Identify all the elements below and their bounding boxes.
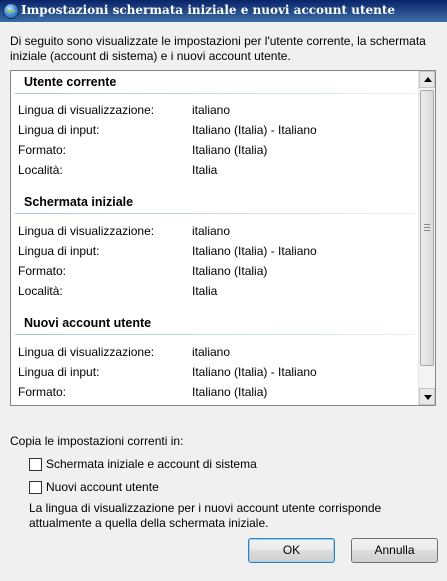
row-label: Lingua di input: — [18, 365, 100, 379]
row-value: Italia — [192, 163, 218, 177]
row-value: italiano — [192, 345, 231, 359]
section-title-new-user-accounts: Nuovi account utente — [24, 316, 152, 330]
row-label: Formato: — [18, 385, 67, 399]
section-title-welcome-screen: Schermata iniziale — [24, 195, 134, 209]
row-label: Località: — [18, 163, 63, 177]
info-note: La lingua di visualizzazione per i nuovi account utente corrisponde attualmente a quella della schermata iniziale. — [29, 501, 382, 530]
row-label: Formato: — [18, 264, 67, 278]
cancel-button[interactable]: Annulla — [351, 538, 438, 563]
checkbox-welcome-screen[interactable] — [29, 458, 42, 471]
row-value: italiano — [192, 103, 231, 117]
row-label: Formato: — [18, 143, 67, 157]
row-label: Località: — [18, 284, 63, 298]
arrow-down-icon — [424, 395, 432, 400]
grip-line — [424, 227, 430, 228]
settings-list[interactable] — [10, 70, 436, 406]
intro-text: Di seguito sono visualizzate le impostazioni per l'utente corrente, la schermata iniziale (account di sistema) e i nuovi account utente. — [10, 34, 426, 63]
copy-settings-label: Copia le impostazioni correnti in: — [10, 434, 184, 448]
section-divider — [15, 334, 415, 335]
section-divider — [15, 93, 415, 94]
checkbox-welcome-screen-label[interactable]: Schermata iniziale e account di sistema — [46, 457, 257, 471]
row-value: italiano — [192, 224, 231, 238]
row-value: Italia — [192, 284, 218, 298]
row-value: Italiano (Italia) - Italiano — [192, 244, 317, 258]
globe-icon — [3, 3, 19, 19]
section-title-current-user: Utente corrente — [24, 75, 117, 89]
vertical-scrollbar[interactable] — [418, 71, 435, 405]
row-value: Italiano (Italia) - Italiano — [192, 123, 317, 137]
row-label: Lingua di input: — [18, 244, 100, 258]
ok-button[interactable]: OK — [248, 538, 335, 563]
scroll-down-button[interactable] — [419, 388, 435, 405]
row-label: Lingua di visualizzazione: — [18, 103, 155, 117]
row-value: Italiano (Italia) — [192, 385, 268, 399]
row-value: Italiano (Italia) - Italiano — [192, 365, 317, 379]
grip-line — [424, 230, 430, 231]
scroll-up-button[interactable] — [419, 71, 435, 88]
section-divider — [15, 213, 415, 214]
checkbox-new-users[interactable] — [29, 481, 42, 494]
arrow-up-icon — [424, 77, 432, 82]
row-value: Italiano (Italia) — [192, 264, 268, 278]
scrollbar-thumb[interactable] — [420, 90, 434, 366]
row-value: Italiano (Italia) — [192, 143, 268, 157]
window-title: Impostazioni schermata iniziale e nuovi account utente — [21, 3, 396, 17]
grip-line — [424, 224, 430, 225]
row-label: Lingua di visualizzazione: — [18, 345, 155, 359]
checkbox-new-users-label[interactable]: Nuovi account utente — [46, 480, 159, 494]
title-bar[interactable] — [0, 0, 447, 22]
row-label: Lingua di visualizzazione: — [18, 224, 155, 238]
row-label: Lingua di input: — [18, 123, 100, 137]
